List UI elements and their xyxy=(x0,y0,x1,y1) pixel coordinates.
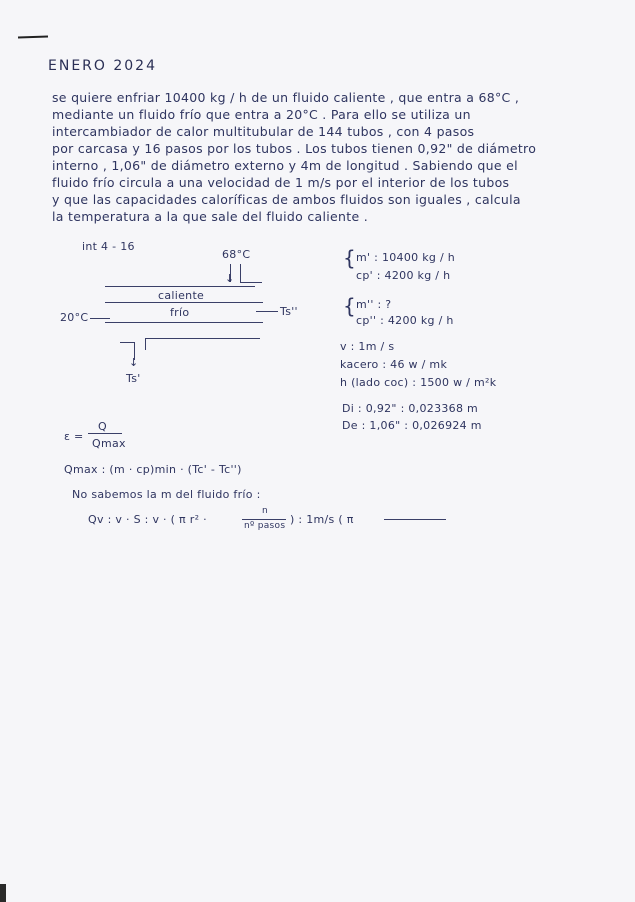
fraction-bar xyxy=(384,519,446,520)
statement-line: mediante un fluido frío que entra a 20°C . Para ello se utiliza un xyxy=(52,107,471,122)
cold-outlet-arrow xyxy=(256,311,278,312)
page-corner xyxy=(0,884,6,902)
brace: { xyxy=(343,294,357,318)
qmax-equation: Qmax : (m · cp)min · (Tc' - Tc'') xyxy=(64,463,242,476)
pen-mark xyxy=(18,35,48,38)
volumetric-flow-continued: ) : 1m/s ( π xyxy=(290,513,354,526)
effectiveness-lhs: ε = xyxy=(64,430,84,443)
fraction-bar xyxy=(242,519,286,520)
tube-bottom-line xyxy=(105,322,263,323)
fraction-bar xyxy=(88,433,122,434)
cold-mass-flow: m'' : ? xyxy=(356,298,392,311)
volumetric-flow-equation: Qv : v · S : v · ( π r² · xyxy=(88,513,207,526)
cold-outlet-temp: Ts'' xyxy=(280,305,298,318)
arrow-head: ↓ xyxy=(129,356,139,369)
statement-line: fluido frío circula a una velocidad de 1 m/s por el interior de los tubos xyxy=(52,175,510,190)
qv-fraction-numerator: n xyxy=(262,506,269,516)
cold-fluid-label: frío xyxy=(170,306,190,319)
effectiveness-denominator: Qmax xyxy=(92,437,126,450)
statement-line: interno , 1,06" de diámetro externo y 4m de longitud . Sabiendo que el xyxy=(52,158,518,173)
shell-bottom-line xyxy=(145,338,260,339)
brace: { xyxy=(343,246,357,270)
statement-line: se quiere enfriar 10400 kg / h de un fluido caliente , que entra a 68°C , xyxy=(52,90,520,105)
hot-outlet-pipe xyxy=(145,338,146,350)
statement-line: intercambiador de calor multitubular de 144 tubos , con 4 pasos xyxy=(52,124,475,139)
steel-conductivity: kacero : 46 w / mk xyxy=(340,358,448,371)
tube-top-line xyxy=(105,302,263,303)
hot-mass-flow: m' : 10400 kg / h xyxy=(356,251,456,264)
hot-inlet-temp: 68°C xyxy=(222,248,251,261)
hot-fluid-label: caliente xyxy=(158,289,205,302)
hot-outlet-pipe xyxy=(120,342,134,343)
hot-outlet-temp: Ts' xyxy=(126,372,141,385)
outer-diameter: De : 1,06" : 0,026924 m xyxy=(342,419,482,432)
cold-heat-capacity: cp'' : 4200 kg / h xyxy=(356,314,454,327)
shell-wall xyxy=(240,282,262,283)
cold-inlet-temp: 20°C xyxy=(60,311,89,324)
statement-line: y que las capacidades caloríficas de ambos fluidos son iguales , calcula xyxy=(52,192,521,207)
velocity: v : 1m / s xyxy=(340,340,395,353)
cold-inlet-arrow xyxy=(90,318,110,319)
page-title: ENERO 2024 xyxy=(48,58,157,74)
statement-line: la temperatura a la que sale del fluido caliente . xyxy=(52,209,368,224)
shell-top-line xyxy=(105,286,255,287)
arrow-head: ↓ xyxy=(225,272,235,285)
unknown-note: No sabemos la m del fluido frío : xyxy=(72,488,261,501)
effectiveness-numerator: Q xyxy=(98,420,107,433)
exchanger-code: int 4 - 16 xyxy=(82,240,135,253)
qv-fraction-denominator: nº pasos xyxy=(244,521,286,531)
shell-wall xyxy=(240,264,241,282)
inner-diameter: Di : 0,92" : 0,023368 m xyxy=(342,402,479,415)
hot-heat-capacity: cp' : 4200 kg / h xyxy=(356,269,451,282)
convection-coefficient: h (lado coc) : 1500 w / m²k xyxy=(340,376,497,389)
statement-line: por carcasa y 16 pasos por los tubos . Los tubos tienen 0,92" de diámetro xyxy=(52,141,537,156)
